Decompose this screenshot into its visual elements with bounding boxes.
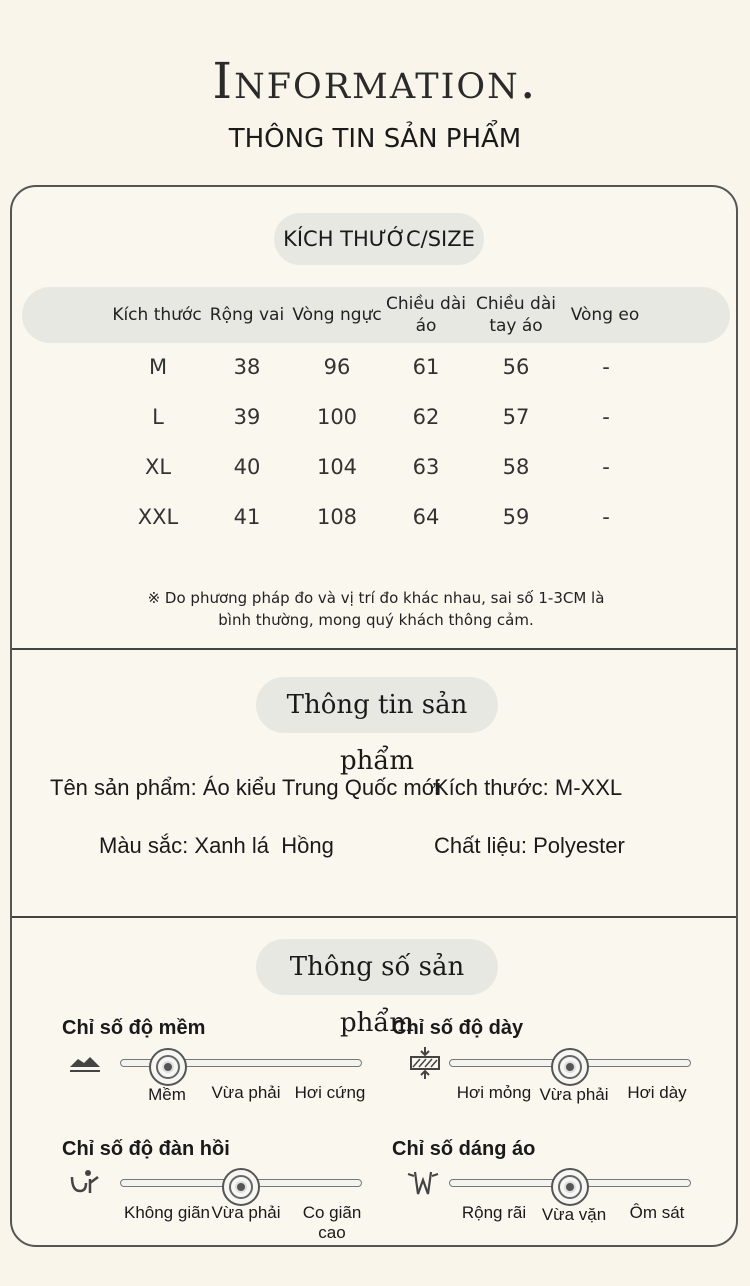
product-color: Màu sắc: Xanh lá Hồng [99,833,334,858]
table-cell: XL [144,455,172,479]
table-cell: 38 [233,355,261,379]
spec-title-fit: Chỉ số dáng áo [392,1138,536,1160]
table-cell: 39 [233,405,261,429]
spec-label: Hơi cứng [294,1083,366,1102]
spec-title-softness: Chỉ số độ mềm [62,1017,206,1039]
table-cell: 40 [233,455,261,479]
column-header: Chiều dài áo [386,294,466,336]
table-row [12,405,736,445]
spec-knob-thickness [551,1048,589,1086]
column-header: Rộng vai [209,305,285,325]
product-material: Chất liệu: Polyester [434,833,625,858]
spec-label: Không giãn [123,1203,211,1222]
elasticity-icon [68,1165,102,1199]
product-size: Kích thước: M-XXL [434,775,623,800]
section-divider [12,916,736,918]
column-header: Kích thước [112,305,202,325]
table-cell: L [152,405,164,429]
table-cell: 63 [412,455,440,479]
spec-knob-softness [149,1048,187,1086]
thickness-icon [408,1046,442,1080]
spec-knob-fit [551,1168,589,1206]
table-cell: - [602,455,610,479]
spec-title-thickness: Chỉ số độ dày [392,1017,524,1039]
table-cell: 64 [412,505,440,529]
table-cell: 62 [412,405,440,429]
table-cell: 100 [316,405,358,429]
header-title: Information. [212,52,538,110]
table-cell: 108 [316,505,358,529]
measurement-note: ※ Do phương pháp đo và vị trí đo khác nhau, sai số 1-3CM là bình thường, mong quý khách thông cảm. [147,589,605,629]
table-cell: 104 [316,455,358,479]
info-card [10,185,738,1247]
spec-label: Vừa phải [211,1203,281,1222]
spec-title-elasticity: Chỉ số độ đàn hồi [62,1138,230,1160]
spec-label: Co giãn cao [302,1203,362,1242]
table-cell: 61 [412,355,440,379]
column-header: Chiều dài tay áo [476,294,556,336]
softness-icon [68,1045,102,1079]
table-cell: 59 [502,505,530,529]
table-row [12,505,736,545]
column-header: Vòng ngực [292,305,382,325]
table-cell: 41 [233,505,261,529]
table-cell: - [602,355,610,379]
table-cell: 96 [323,355,351,379]
table-cell: 57 [502,405,530,429]
table-cell: 56 [502,355,530,379]
spec-label: Vừa phải [539,1085,609,1104]
table-cell: - [602,505,610,529]
spec-label: Hơi mỏng [456,1083,532,1102]
spec-label: Hơi dày [627,1083,687,1102]
spec-label: Mềm [148,1085,186,1104]
size-section-title: KÍCH THƯỚC/SIZE [274,213,484,265]
table-cell: 58 [502,455,530,479]
table-row [12,355,736,395]
table-cell: - [602,405,610,429]
section-divider [12,648,736,650]
fit-icon [406,1166,440,1200]
table-cell: M [148,355,168,379]
product-name: Tên sản phẩm: Áo kiểu Trung Quốc mới [50,775,442,800]
spec-label: Rộng rãi [461,1203,527,1222]
spec-section-title: Thông số sản phẩm [256,939,498,995]
header-subtitle: THÔNG TIN SẢN PHẨM [228,124,522,154]
table-cell: XXL [137,505,179,529]
table-row [12,455,736,495]
spec-knob-elasticity [222,1168,260,1206]
spec-label: Ôm sát [629,1203,685,1222]
column-header: Vòng eo [570,305,640,325]
info-section-title: Thông tin sản phẩm [256,677,498,733]
spec-label: Vừa vặn [541,1205,607,1224]
spec-label: Vừa phải [211,1083,281,1102]
